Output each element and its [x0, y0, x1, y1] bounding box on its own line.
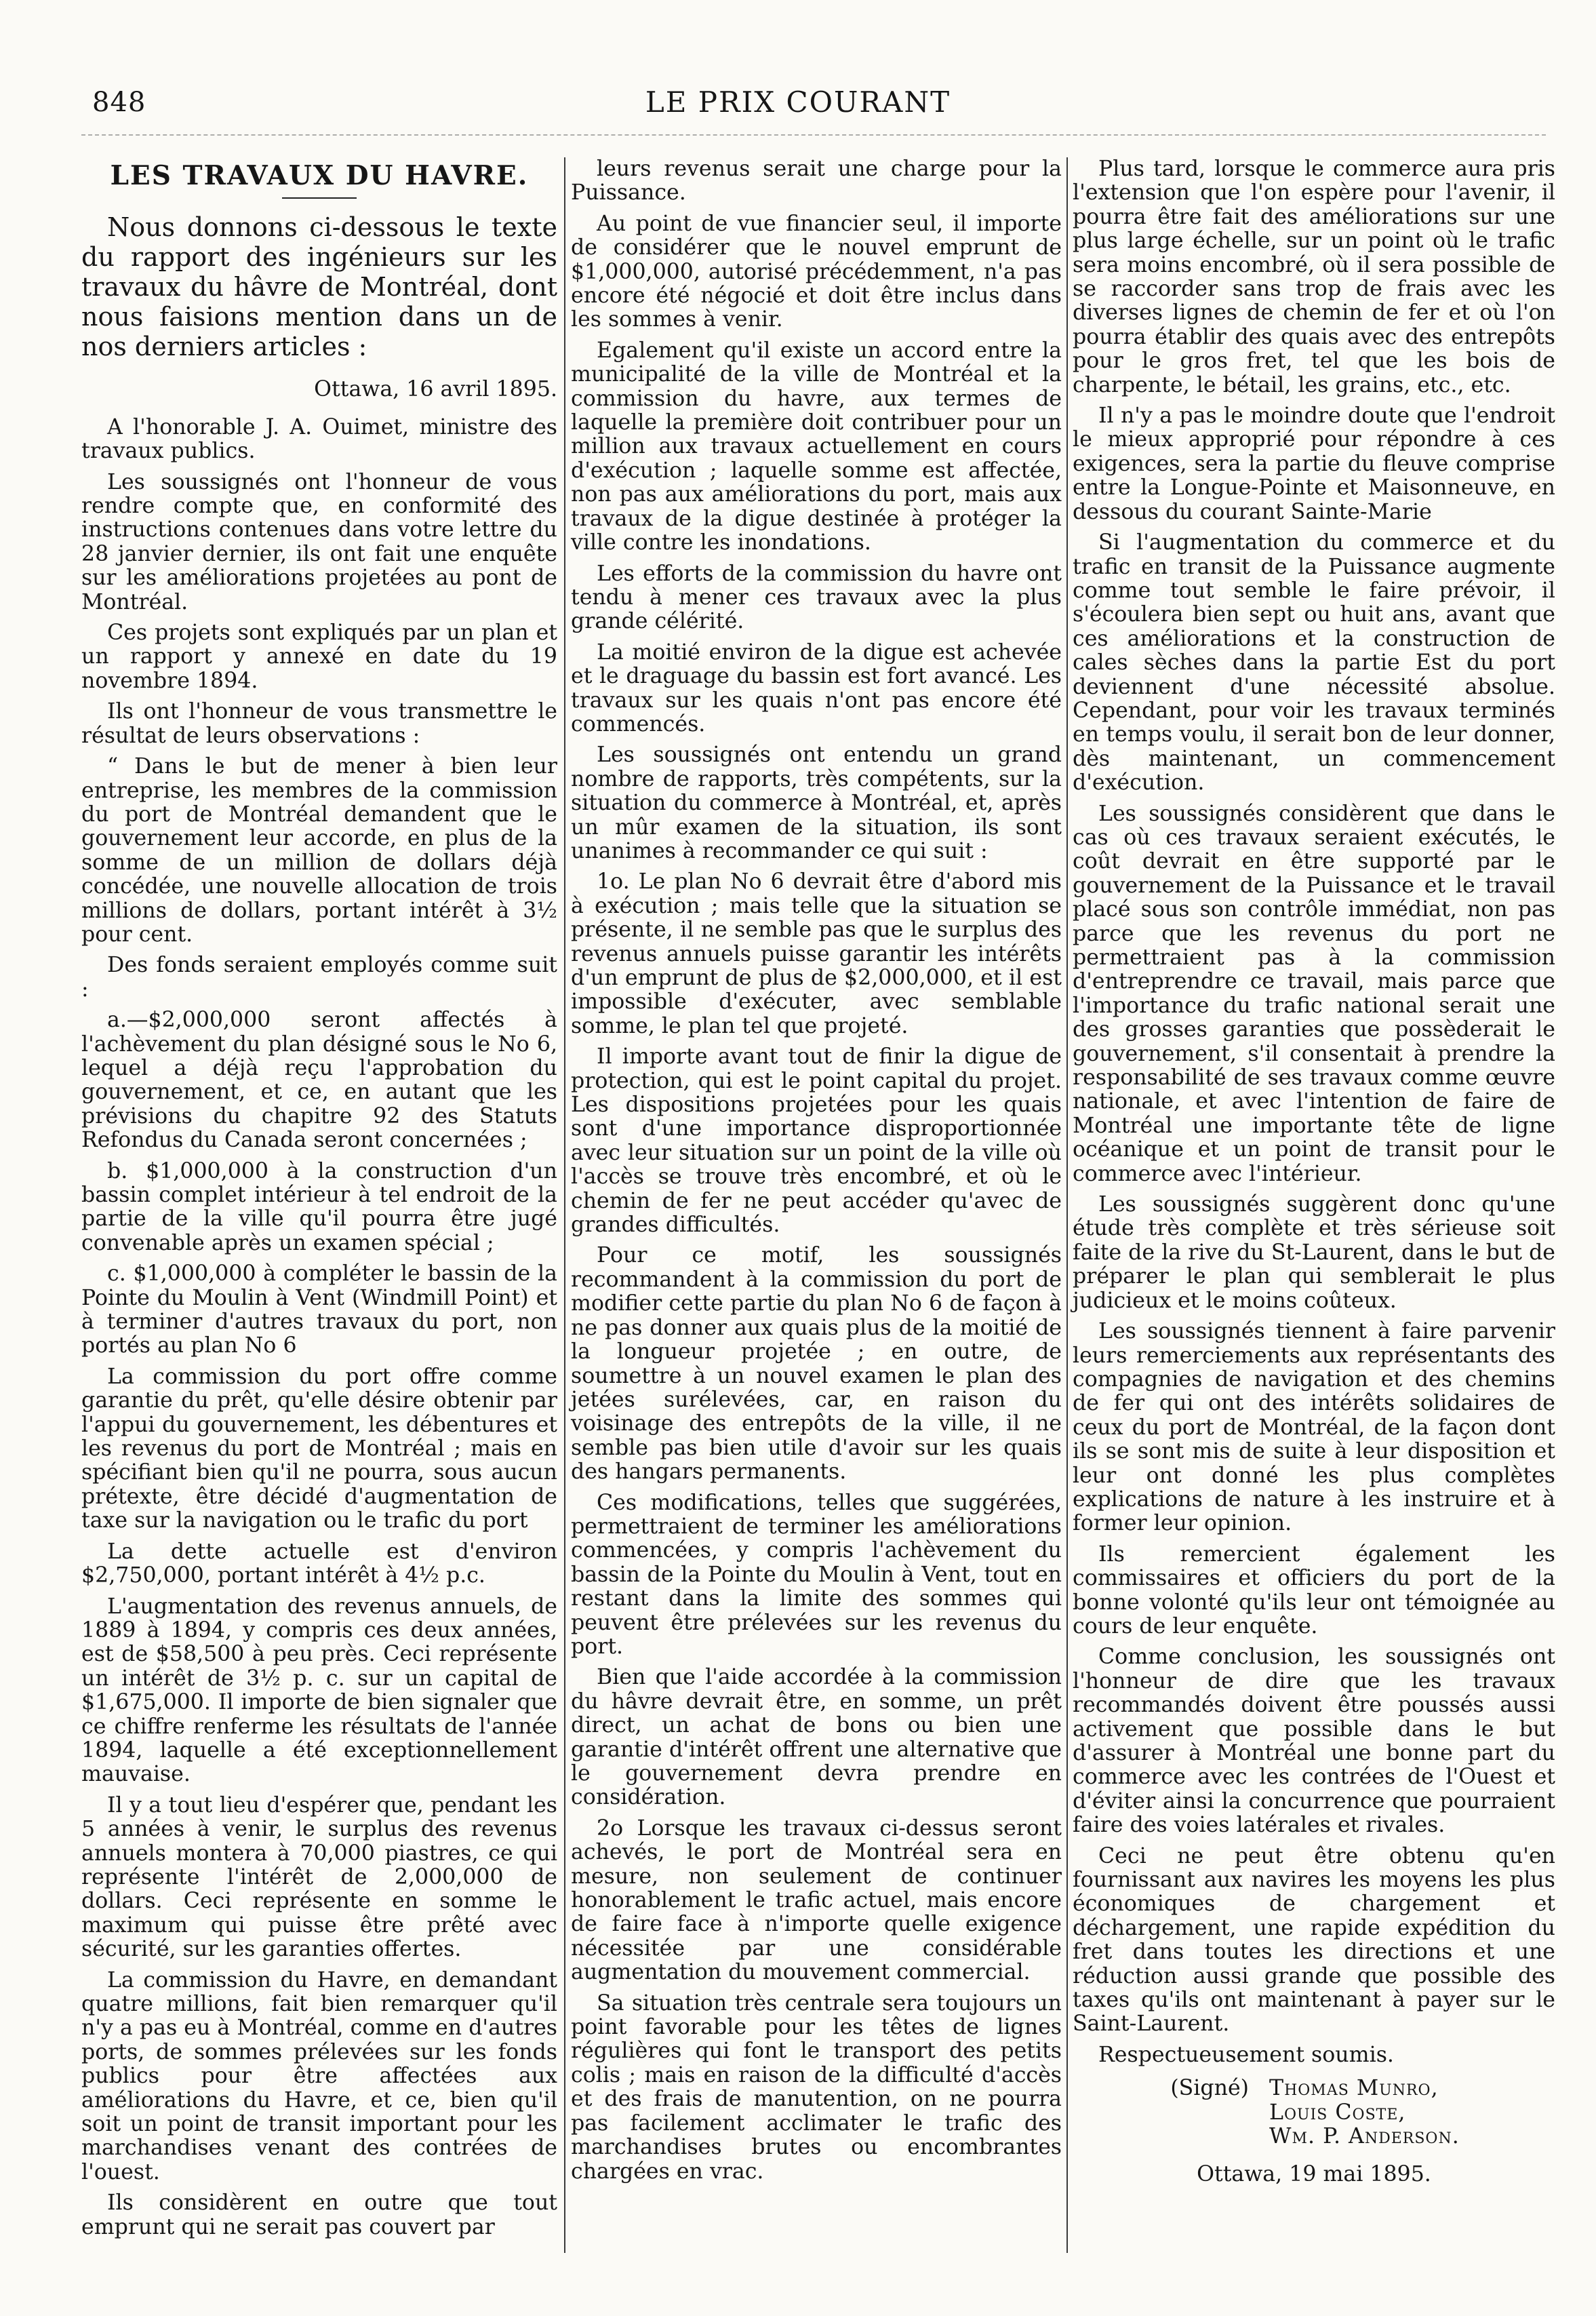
paragraph: leurs revenus serait une charge pour la Puissance.: [571, 157, 1062, 205]
header-rule: [81, 134, 1546, 136]
paragraph: Des fonds seraient employés comme suit :: [81, 953, 557, 1002]
dateline: Ottawa, 16 avril 1895.: [314, 377, 557, 402]
paragraph: Les soussignés suggèrent donc qu'une étude très complète et très sérieuse soit faite de la rive du St-Laurent, dans le but de préparer le plan qui semblerait le plus judicieux et le moins coûteux.: [1073, 1192, 1555, 1313]
running-head: LE PRIX COURANT: [645, 85, 951, 119]
paragraph: Si l'augmentation du commerce et du trafic en transit de la Puissance augmente comme tout semble le faire prévoir, il s'écoulera bien sept ou huit ans, avant que ces améliorations et la construction de cales sèches dans la partie Est du port deviennent d'une nécessité absolue. Cependant, pour voir les travaux terminés en temps voulu, il serait bon de leur donner, dès maintenant, un commencement d'exécution.: [1073, 530, 1555, 796]
column-1-body: [81, 416, 557, 2239]
paragraph: Les soussignés ont entendu un grand nombre de rapports, très compétents, sur la situation du commerce à Montréal, et, après un mûr examen de la situation, ils sont unanimes à recommander ce qui suit :: [571, 743, 1062, 863]
column-3: [1073, 157, 1555, 2186]
signer-2: Louis Coste,: [1269, 2100, 1406, 2125]
paragraph: La dette actuelle est d'environ $2,750,000, portant intérêt à 4½ p.c.: [81, 1539, 557, 1588]
paragraph: Il n'y a pas le moindre doute que l'endroit le mieux approprié pour répondre à ces exigences, sera la partie du fleuve comprise entre la Longue-Pointe et Maisonneuve, en dessous du courant Sainte-Marie: [1073, 404, 1555, 524]
paragraph: Sa situation très centrale sera toujours un point favorable pour les têtes de lignes régulières qui font le transport des petits colis ; mais en raison de la difficulté d'accès et des frais de manutention, on ne pourra pas facilement acclimater le trafic des marchandises brutes ou encombrantes chargées en vrac.: [571, 1990, 1062, 2184]
paragraph: Ils ont l'honneur de vous transmettre le résultat de leurs observations :: [81, 699, 557, 748]
closing-date: Ottawa, 19 mai 1895.: [1197, 2161, 1431, 2186]
paragraph: Il importe avant tout de finir la digue de protection, qui est le point capital du projet. Les dispositions projetées pour les quais sont d'une importance disproportionnée avec leur situation sur un point de la ville où l'accès se trouve très encombré, et où le chemin de fer ne peut accéder qu'avec de grandes difficultés.: [571, 1044, 1062, 1238]
column-1: [81, 157, 557, 2246]
paragraph: Egalement qu'il existe un accord entre la municipalité de la ville de Montréal et la commission du havre, aux termes de laquelle la première doit contribuer pour un million aux travaux actuellement en cours d'exécution ; laquelle somme est affectée, non pas aux améliorations du port, mais aux travaux de la digue destinée à protéger la ville contre les inondations.: [571, 338, 1062, 555]
signed-row-1: [1073, 2077, 1555, 2100]
paragraph: Comme conclusion, les soussignés ont l'honneur de dire que les travaux recommandés doivent être poussés aussi activement que possible dans le but d'assurer à Montréal une bonne part du commerce avec les contrées de l'Ouest et d'éviter ainsi la concurrence que pourraient faire des voies latérales et rivales.: [1073, 1645, 1555, 1838]
headline-rule: [282, 197, 357, 199]
paragraph: Respectueusement soumis.: [1098, 2042, 1394, 2067]
paragraph: Les soussignés considèrent que dans le cas où ces travaux seraient exécutés, le coût devrait en être supporté par le gouvernement de la Puissance et le travail placé sous son contrôle immédiat, non pas parce que les revenus du port ne permettraient pas à la commission d'entreprendre ce travail, mais parce que l'importance du trafic national serait une des grosses garanties que possèderait le gouvernement, s'il consentait à prendre la responsabilité de ses travaux comme œuvre nationale, et avec l'intention de faire de Montréal une importante tête de ligne océanique et un point de transit pour le commerce avec l'intérieur.: [1073, 801, 1555, 1186]
paragraph: Au point de vue financier seul, il importe de considérer que le nouvel emprunt de $1,000,000, autorisé précédemment, n'a pas encore été négocié et doit être inclus dans les sommes à venir.: [571, 211, 1062, 332]
signed-spacer: [1073, 2125, 1269, 2148]
article-headline: LES TRAVAUX DU HAVRE.: [110, 160, 529, 191]
column-3-body: [1073, 157, 1555, 2067]
paragraph: 1o. Le plan No 6 devrait être d'abord mis à exécution ; mais telle que la situation se présente, il ne semble pas que le surplus des revenus annuels puisse garantir les intérêts d'un emprunt de plus de $2,000,000, et il est impossible d'exécuter, avec semblable somme, le plan tel que projeté.: [571, 869, 1062, 1038]
paragraph: Il y a tout lieu d'espérer que, pendant les 5 années à venir, le surplus des revenus annuels montera à 70,000 piastres, ce qui représente l'intérêt de 2,000,000 de dollars. Ceci représente en somme le maximum qui puisse être prêté avec sécurité, sur les garanties offertes.: [81, 1792, 557, 1962]
paragraph: Plus tard, lorsque le commerce aura pris l'extension que l'on espère pour l'avenir, il pourra être fait des améliorations sur une plus large échelle, sur un point où le trafic sera moins encombré, où il sera possible de se raccorder sans trop de frais avec les diverses lignes de chemin de fer et où l'on pourra établir des quais avec des entrepôts pour le gros fret, tel que les bois de charpente, le bétail, les grains, etc., etc.: [1073, 157, 1555, 397]
signed-spacer: [1073, 2101, 1269, 2125]
signed-row-3: [1073, 2125, 1555, 2148]
paragraph: Les efforts de la commission du havre ont tendu à mener ces travaux avec la plus grande célérité.: [571, 561, 1062, 634]
paragraph: Pour ce motif, les soussignés recommandent à la commission du port de modifier cette partie du plan No 6 de façon à ne pas donner aux quais plus de la moitié de la longueur projetée ; en outre, de soumettre à un nouvel examen le plan des jetées surélevées, car, en raison du voisinage des entrepôts de la ville, il ne semble pas bien utile d'avoir sur les quais des hangars permanents.: [571, 1243, 1062, 1485]
paragraph: Les soussignés tiennent à faire parvenir leurs remerciements aux représentants des compagnies de navigation et des chemins de fer qui ont des intérêts solidaires de ceux du port de Montréal, de la façon dont ils se sont mis de suite à leur disposition et leur ont donné les plus complètes explications de nature à les instruire et à former leur opinion.: [1073, 1319, 1555, 1536]
signer-3: Wm. P. Anderson.: [1269, 2124, 1460, 2149]
paragraph: La commission du Havre, en demandant quatre millions, fait bien remarquer qu'il n'y a pas eu à Montréal, comme en d'autres ports, de sommes prélevées sur les fonds publics pour être affectées aux améliorations du Havre, et ce, bien qu'il soit un point de transit important pour les marchandises venant des contrées de l'ouest.: [81, 1967, 557, 2184]
column-2: [571, 157, 1062, 2191]
paragraph: A l'honorable J. A. Ouimet, ministre des travaux publics.: [81, 414, 557, 464]
paragraph: “ Dans le but de mener à bien leur entreprise, les membres de la commission du port de Montréal demandent que le gouvernement leur accorde, en plus de la somme de un million de dollars déjà concédée, une nouvelle allocation de trois millions de dollars, portant intérêt à 3½ pour cent.: [81, 754, 557, 947]
article-intro: Nous donnons ci-dessous le texte du rapport des ingénieurs sur les travaux du hâvre de Montréal, dont nous faisions mention dans un de nos derniers articles :: [81, 212, 557, 362]
paragraph: Ceci ne peut être obtenu qu'en fournissant aux navires les moyens les plus économiques de chargement et déchargement, une rapide expédition du fret dans toutes les directions et une réduction aussi grande que possible des taxes qu'ils ont maintenant à payer sur le Saint-Laurent.: [1073, 1843, 1555, 2037]
column-rule-2: [1066, 157, 1068, 2253]
paragraph: La moitié environ de la digue est achevée et le draguage du bassin est fort avancé. Les travaux sur les quais n'ont pas encore été commencés.: [571, 640, 1062, 737]
column-2-body: [571, 157, 1062, 2184]
column-rule-1: [564, 157, 565, 2253]
signer-1: Thomas Munro,: [1269, 2076, 1439, 2101]
paragraph: c. $1,000,000 à compléter le bassin de la Pointe du Moulin à Vent (Windmill Point) et à terminer d'autres travaux du port, non portés au plan No 6: [81, 1261, 557, 1358]
paragraph: 2o Lorsque les travaux ci-dessus seront achevés, le port de Montréal sera en mesure, non seulement de continuer honorablement le trafic actuel, mais encore de faire face à n'importe quelle exigence nécessitée par une considérable augmentation du mouvement commercial.: [571, 1815, 1062, 1985]
signature-block: [1073, 2077, 1555, 2148]
paragraph: Les soussignés ont l'honneur de vous rendre compte que, en conformité des instructions contenues dans votre lettre du 28 janvier dernier, ils ont fait une enquête sur les améliorations projetées au pont de Montréal.: [81, 469, 557, 614]
paragraph: a.—$2,000,000 seront affectés à l'achèvement du plan désigné sous le No 6, lequel a déjà reçu l'approbation du gouvernement, et ce, en autant que les prévisions du chapitre 92 des Statuts Refondus du Canada seront concernées ;: [81, 1008, 557, 1153]
paragraph: La commission du port offre comme garantie du prêt, qu'elle désire obtenir par l'appui du gouvernement, les débentures et les revenus du port de Montréal ; mais en spécifiant bien qu'il ne pourra, sous aucun prétexte, être décidé d'augmentation de taxe sur la navigation ou le trafic du port: [81, 1364, 557, 1533]
paragraph: Ils considèrent en outre que tout emprunt qui ne serait pas couvert par: [81, 2191, 557, 2239]
paragraph: Ces modifications, telles que suggérées, permettraient de terminer les améliorations commencées, y compris l'achèvement du bassin de la Pointe du Moulin à Vent, tout en restant dans la limite des sommes qui peuvent être prélevées sur les revenus du port.: [571, 1490, 1062, 1659]
paragraph: L'augmentation des revenus annuels, de 1889 à 1894, y compris ces deux années, est de $58,500 à peu près. Ceci représente un intérêt de 3½ p. c. sur un capital de $1,675,000. Il importe de bien signaler que ce chiffre renferme les résultats de l'année 1894, laquelle a été exceptionnellement mauvaise.: [81, 1594, 557, 1787]
paragraph: Bien que l'aide accordée à la commission du hâvre devrait être, en somme, un prêt direct, un achat de bons ou bien une garantie d'intérêt offrent une alternative que le gouvernement devra prendre en considération.: [571, 1665, 1062, 1810]
paragraph: b. $1,000,000 à la construction d'un bassin complet intérieur à tel endroit de la partie de la ville qu'il pourra être jugé convenable après un examen spécial ;: [81, 1158, 557, 1255]
signed-label: (Signé): [1170, 2076, 1249, 2101]
paragraph: Ils remercient également les commissaires et officiers du port de la bonne volonté qu'ils leur ont témoignée au cours de leur enquête.: [1073, 1542, 1555, 1638]
paragraph: Ces projets sont expliqués par un plan et un rapport y annexé en date du 19 novembre 1894.: [81, 621, 557, 693]
signed-row-2: [1073, 2101, 1555, 2125]
page-number: 848: [92, 87, 146, 118]
